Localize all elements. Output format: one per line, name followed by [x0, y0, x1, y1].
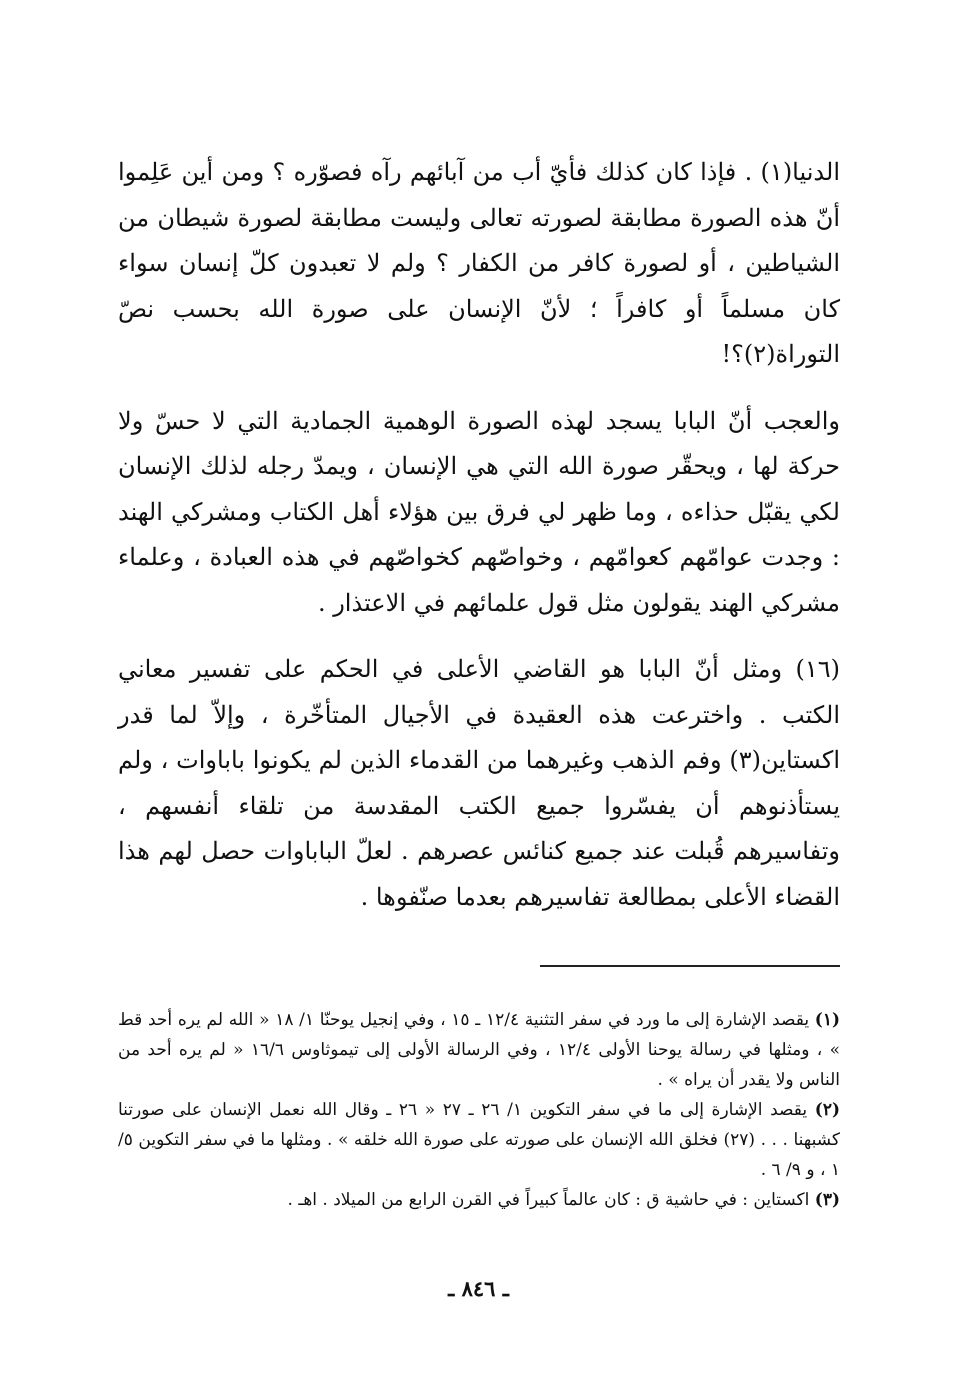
paragraph-1: الدنيا(١) . فإذا كان كذلك فأيّ أب من آبائهم رآه فصوّره ؟ ومن أين عَلِموا أنّ هذه الصورة مطابقة لصورته تعالى وليست مطابقة لصورة شيطان من الشياطين ، أو لصورة كافر من الكفار ؟ ولم لا تعبدون كلّ إنسان سواء كان مسلماً أو كافراً ؛ لأنّ الإنسان على صورة الله بحسب نصّ التوراة(٢)؟!	[118, 158, 840, 368]
footnote-number: (١)	[814, 1010, 840, 1030]
footnote-text: اكستاين : في حاشية ق : كان عالماً كبيراً في القرن الرابع من الميلاد . اهـ .	[287, 1190, 810, 1210]
page-number: ـ ٨٤٦ ـ	[448, 1276, 509, 1301]
footnote-text: يقصد الإشارة إلى ما في سفر التكوين ١/ ٢٦ ـ ٢٧ « ٢٦ ـ وقال الله نعمل الإنسان على صورتنا كشبهنا . . . (٢٧) فخلق الله الإنسان على صورته على صورة الله خلقه » . ومثلها ما في سفر التكوين ٥/ ١ ، و ٩/ ٦ .	[118, 1100, 840, 1180]
footnotes	[118, 1005, 840, 1215]
footnote-number: (٣)	[814, 1190, 840, 1210]
footnote-number: (٢)	[814, 1100, 840, 1120]
footnote-1	[118, 1005, 840, 1095]
paragraph-2: والعجب أنّ البابا يسجد لهذه الصورة الوهمية الجمادية التي لا حسّ ولا حركة لها ، ويحقّر صورة الله التي هي الإنسان ، ويمدّ رجله لذلك الإنسان لكي يقبّل حذاءه ، وما ظهر لي فرق بين هؤلاء أهل الكتاب ومشركي الهند : وجدت عوامّهم كعوامّهم ، وخواصّهم كخواصّهم في هذه العبادة ، وعلماء مشركي الهند يقولون مثل قول علمائهم في الاعتذار .	[118, 406, 840, 617]
main-text	[118, 150, 840, 920]
paragraph-3: (١٦) ومثل أنّ البابا هو القاضي الأعلى في الحكم على تفسير معاني الكتب . واخترعت هذه العقيدة في الأجيال المتأخّرة ، وإلاّ لما قدر اكستاين(٣) وفم الذهب وغيرهما من القدماء الذين لم يكونوا باباوات ، ولم يستأذنوهم أن يفسّروا جميع الكتب المقدسة من تلقاء أنفسهم ، وتفاسيرهم قُبلت عند جميع كنائس عصرهم . لعلّ الباباوات حصل لهم هذا القضاء الأعلى بمطالعة تفاسيرهم بعدما صنّفوها .	[118, 655, 840, 911]
footnote-separator	[540, 965, 840, 967]
footnote-2	[118, 1095, 840, 1185]
footnote-text: يقصد الإشارة إلى ما ورد في سفر التثنية ١٢/٤ ـ ١٥ ، وفي إنجيل يوحنّا ١/ ١٨ « الله لم يره أحد قط » ، ومثلها في رسالة يوحنا الأولى ١٢/٤ ، وفي الرسالة الأولى إلى تيموثاوس ١٦/٦ « لم يره أحد من الناس ولا يقدر أن يراه » .	[118, 1010, 840, 1090]
footnote-3	[118, 1185, 840, 1215]
